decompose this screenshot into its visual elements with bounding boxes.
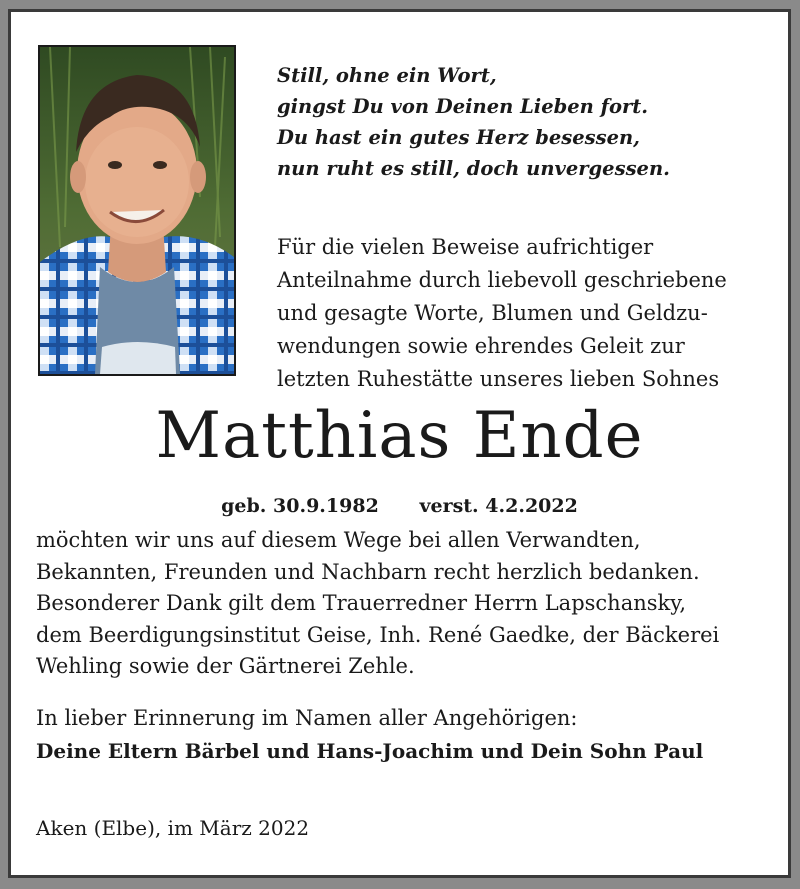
body-line: dem Beerdigungsinstitut Geise, Inh. René Gaedke, der Bäckerei — [36, 622, 720, 647]
thanks-body — [36, 525, 796, 683]
place-date: Aken (Elbe), im März 2022 — [36, 816, 310, 840]
poem-line: Still, ohne ein Wort, — [277, 64, 497, 87]
poem-line: Du hast ein gutes Herz besessen, — [277, 126, 640, 149]
death-date: verst. 4.2.2022 — [419, 495, 578, 517]
birth-date: geb. 30.9.1982 — [221, 495, 379, 517]
portrait-photo — [38, 45, 236, 376]
intro-line: Für die vielen Beweise aufrichtiger — [277, 235, 654, 259]
body-line: Wehling sowie der Gärtnerei Zehle. — [36, 654, 415, 678]
memory-line: In lieber Erinnerung im Namen aller Angehörigen: — [36, 706, 578, 730]
life-dates — [11, 493, 788, 519]
family-signature: Deine Eltern Bärbel und Hans-Joachim und Dein Sohn Paul — [36, 739, 704, 763]
poem-line: gingst Du von Deinen Lieben fort. — [277, 95, 649, 118]
poem — [277, 60, 777, 184]
deceased-name: Matthias Ende — [155, 399, 644, 473]
body-line: Besonderer Dank gilt dem Trauerredner Herrn Lapschansky, — [36, 591, 687, 615]
portrait-photo-icon — [40, 47, 234, 374]
body-line: Bekannten, Freunden und Nachbarn recht herzlich bedanken. — [36, 559, 700, 584]
thanks-intro — [277, 231, 777, 396]
intro-line: Anteilnahme durch liebevoll geschriebene — [277, 268, 727, 292]
obituary-card — [8, 9, 791, 878]
memory-block — [36, 702, 796, 768]
intro-line: wendungen sowie ehrendes Geleit zur — [277, 334, 685, 358]
body-line: möchten wir uns auf diesem Wege bei allen Verwandten, — [36, 528, 641, 552]
poem-line: nun ruht es still, doch unvergessen. — [277, 157, 670, 180]
intro-line: und gesagte Worte, Blumen und Geldzu- — [277, 301, 708, 325]
intro-line: letzten Ruhestätte unseres lieben Sohnes — [277, 367, 720, 391]
